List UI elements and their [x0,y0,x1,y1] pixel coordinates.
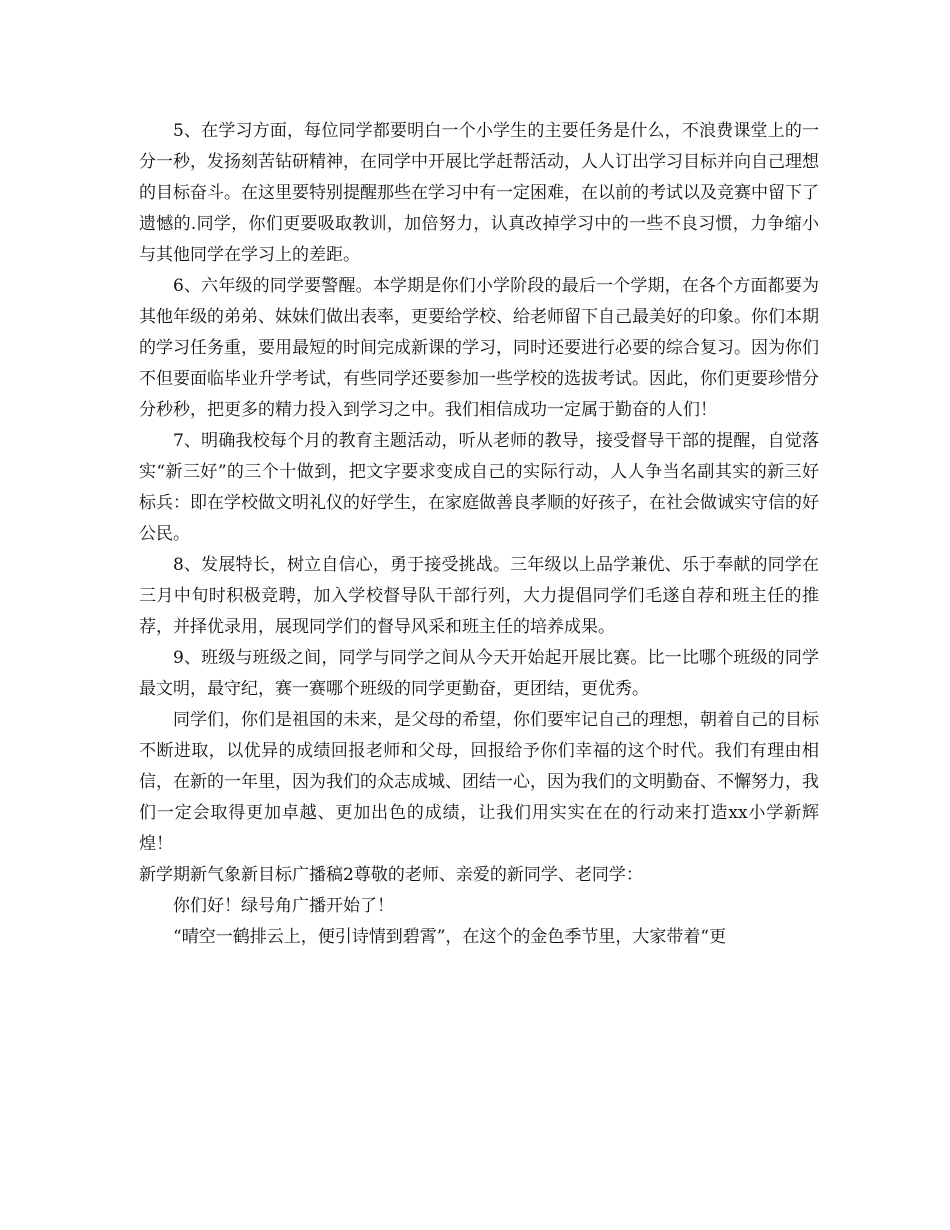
document-body [139,116,819,953]
paragraph-closing: 同学们，你们是祖国的未来，是父母的希望，你们要牢记自己的理想，朝着自己的目标不断进取，以优异的成绩回报老师和父母，回报给予你们幸福的这个时代。我们有理由相信，在新的一年里，因为我们的众志成城、团结一心，因为我们的文明勤奋、不懈努力，我们一定会取得更加卓越、更加出色的成绩，让我们用实实在在的行动来打造xx小学新辉煌！ [139,710,819,854]
paragraph-item-8: 8、发展特长，树立自信心，勇于接受挑战。三年级以上品学兼优、乐于奉献的同学在三月中旬时积极竞聘，加入学校督导队干部行列，大力提倡同学们毛遂自荐和班主任的推荐，并择优录用，展现同学们的督导风采和班主任的培养成果。 [139,555,819,637]
paragraph-item-6: 6、六年级的同学要警醒。本学期是你们小学阶段的最后一个学期，在各个方面都要为其他年级的弟弟、妹妹们做出表率，更要给学校、给老师留下自己最美好的印象。你们本期的学习任务重，要用最短的时间完成新课的学习，同时还要进行必要的综合复习。因为你们不但要面临毕业升学考试，有些同学还要参加一些学校的选拔考试。因此，你们更要珍惜分分秒秒，把更多的精力投入到学习之中。我们相信成功一定属于勤奋的人们！ [139,276,819,420]
paragraph-item-5: 5、在学习方面，每位同学都要明白一个小学生的主要任务是什么，不浪费课堂上的一分一秒，发扬刻苦钻研精神，在同学中开展比学赶帮活动，人人订出学习目标并向自己理想的目标奋斗。在这里要特别提醒那些在学习中有一定困难，在以前的考试以及竞赛中留下了遗憾的.同学，你们更要吸取教训，加倍努力，认真改掉学习中的一些不良习惯，力争缩小与其他同学在学习上的差距。 [139,121,819,265]
section-heading-broadcast-2: 新学期新气象新目标广播稿2尊敬的老师、亲爱的新同学、老同学： [139,865,643,885]
paragraph-item-7: 7、明确我校每个月的教育主题活动，听从老师的教导，接受督导干部的提醒，自觉落实“新三好”的三个十做到，把文字要求变成自己的实际行动，人人争当名副其实的新三好标兵：即在学校做文明礼仪的好学生，在家庭做善良孝顺的好孩子，在社会做诚实守信的好公民。 [139,431,819,544]
paragraph-greeting: 你们好！绿号角广播开始了！ [173,896,394,916]
paragraph-poem-intro: “晴空一鹤排云上，便引诗情到碧霄”，在这个的金色季节里，大家带着“更 [173,927,727,947]
paragraph-item-9: 9、班级与班级之间，同学与同学之间从今天开始起开展比赛。比一比哪个班级的同学最文明，最守纪，赛一赛哪个班级的同学更勤奋，更团结，更优秀。 [139,648,819,699]
